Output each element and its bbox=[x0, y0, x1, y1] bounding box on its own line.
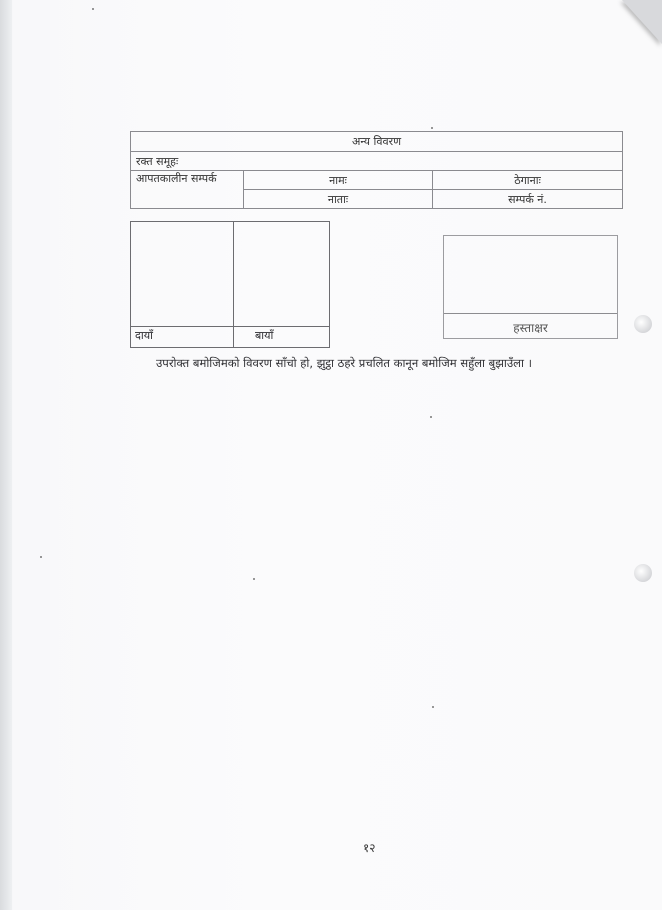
other-details-table bbox=[130, 131, 623, 209]
left-thumb-label: बायाँ bbox=[255, 329, 274, 342]
signature-line bbox=[444, 313, 617, 314]
scan-speck bbox=[430, 416, 432, 418]
thumbprint-box bbox=[130, 221, 330, 348]
other-details-title: अन्य विवरण bbox=[131, 132, 623, 152]
contact-address-field: ठेगानाः bbox=[433, 171, 623, 190]
scan-speck bbox=[432, 706, 434, 708]
scan-speck bbox=[253, 578, 255, 580]
thumbprint-label-line bbox=[131, 326, 329, 327]
contact-relation-field: नाताः bbox=[244, 190, 433, 209]
blood-group-field: रक्त समूहः bbox=[131, 152, 623, 171]
emergency-contact-label: आपतकालीन सम्पर्क bbox=[131, 171, 244, 209]
thumbprint-divider bbox=[233, 222, 234, 347]
signature-box bbox=[443, 235, 618, 339]
punch-hole-bottom bbox=[634, 564, 652, 582]
page-number: १२ bbox=[363, 841, 376, 855]
scan-speck bbox=[40, 556, 42, 558]
right-thumb-label: दायाँ bbox=[135, 329, 153, 342]
folded-corner bbox=[622, 0, 662, 44]
scan-speck bbox=[431, 127, 433, 129]
contact-number-field: सम्पर्क नं. bbox=[433, 190, 623, 209]
page-left-edge bbox=[0, 0, 12, 910]
signature-label: हस्ताक्षर bbox=[513, 321, 548, 335]
scan-speck bbox=[92, 8, 94, 10]
declaration-text: उपरोक्त बमोजिमको विवरण साँचो हो, झुट्ठा ठहरे प्रचलित कानून बमोजिम सहुँला बुझाउँला । bbox=[156, 356, 532, 370]
punch-hole-top bbox=[634, 315, 652, 333]
contact-name-field: नामः bbox=[244, 171, 433, 190]
